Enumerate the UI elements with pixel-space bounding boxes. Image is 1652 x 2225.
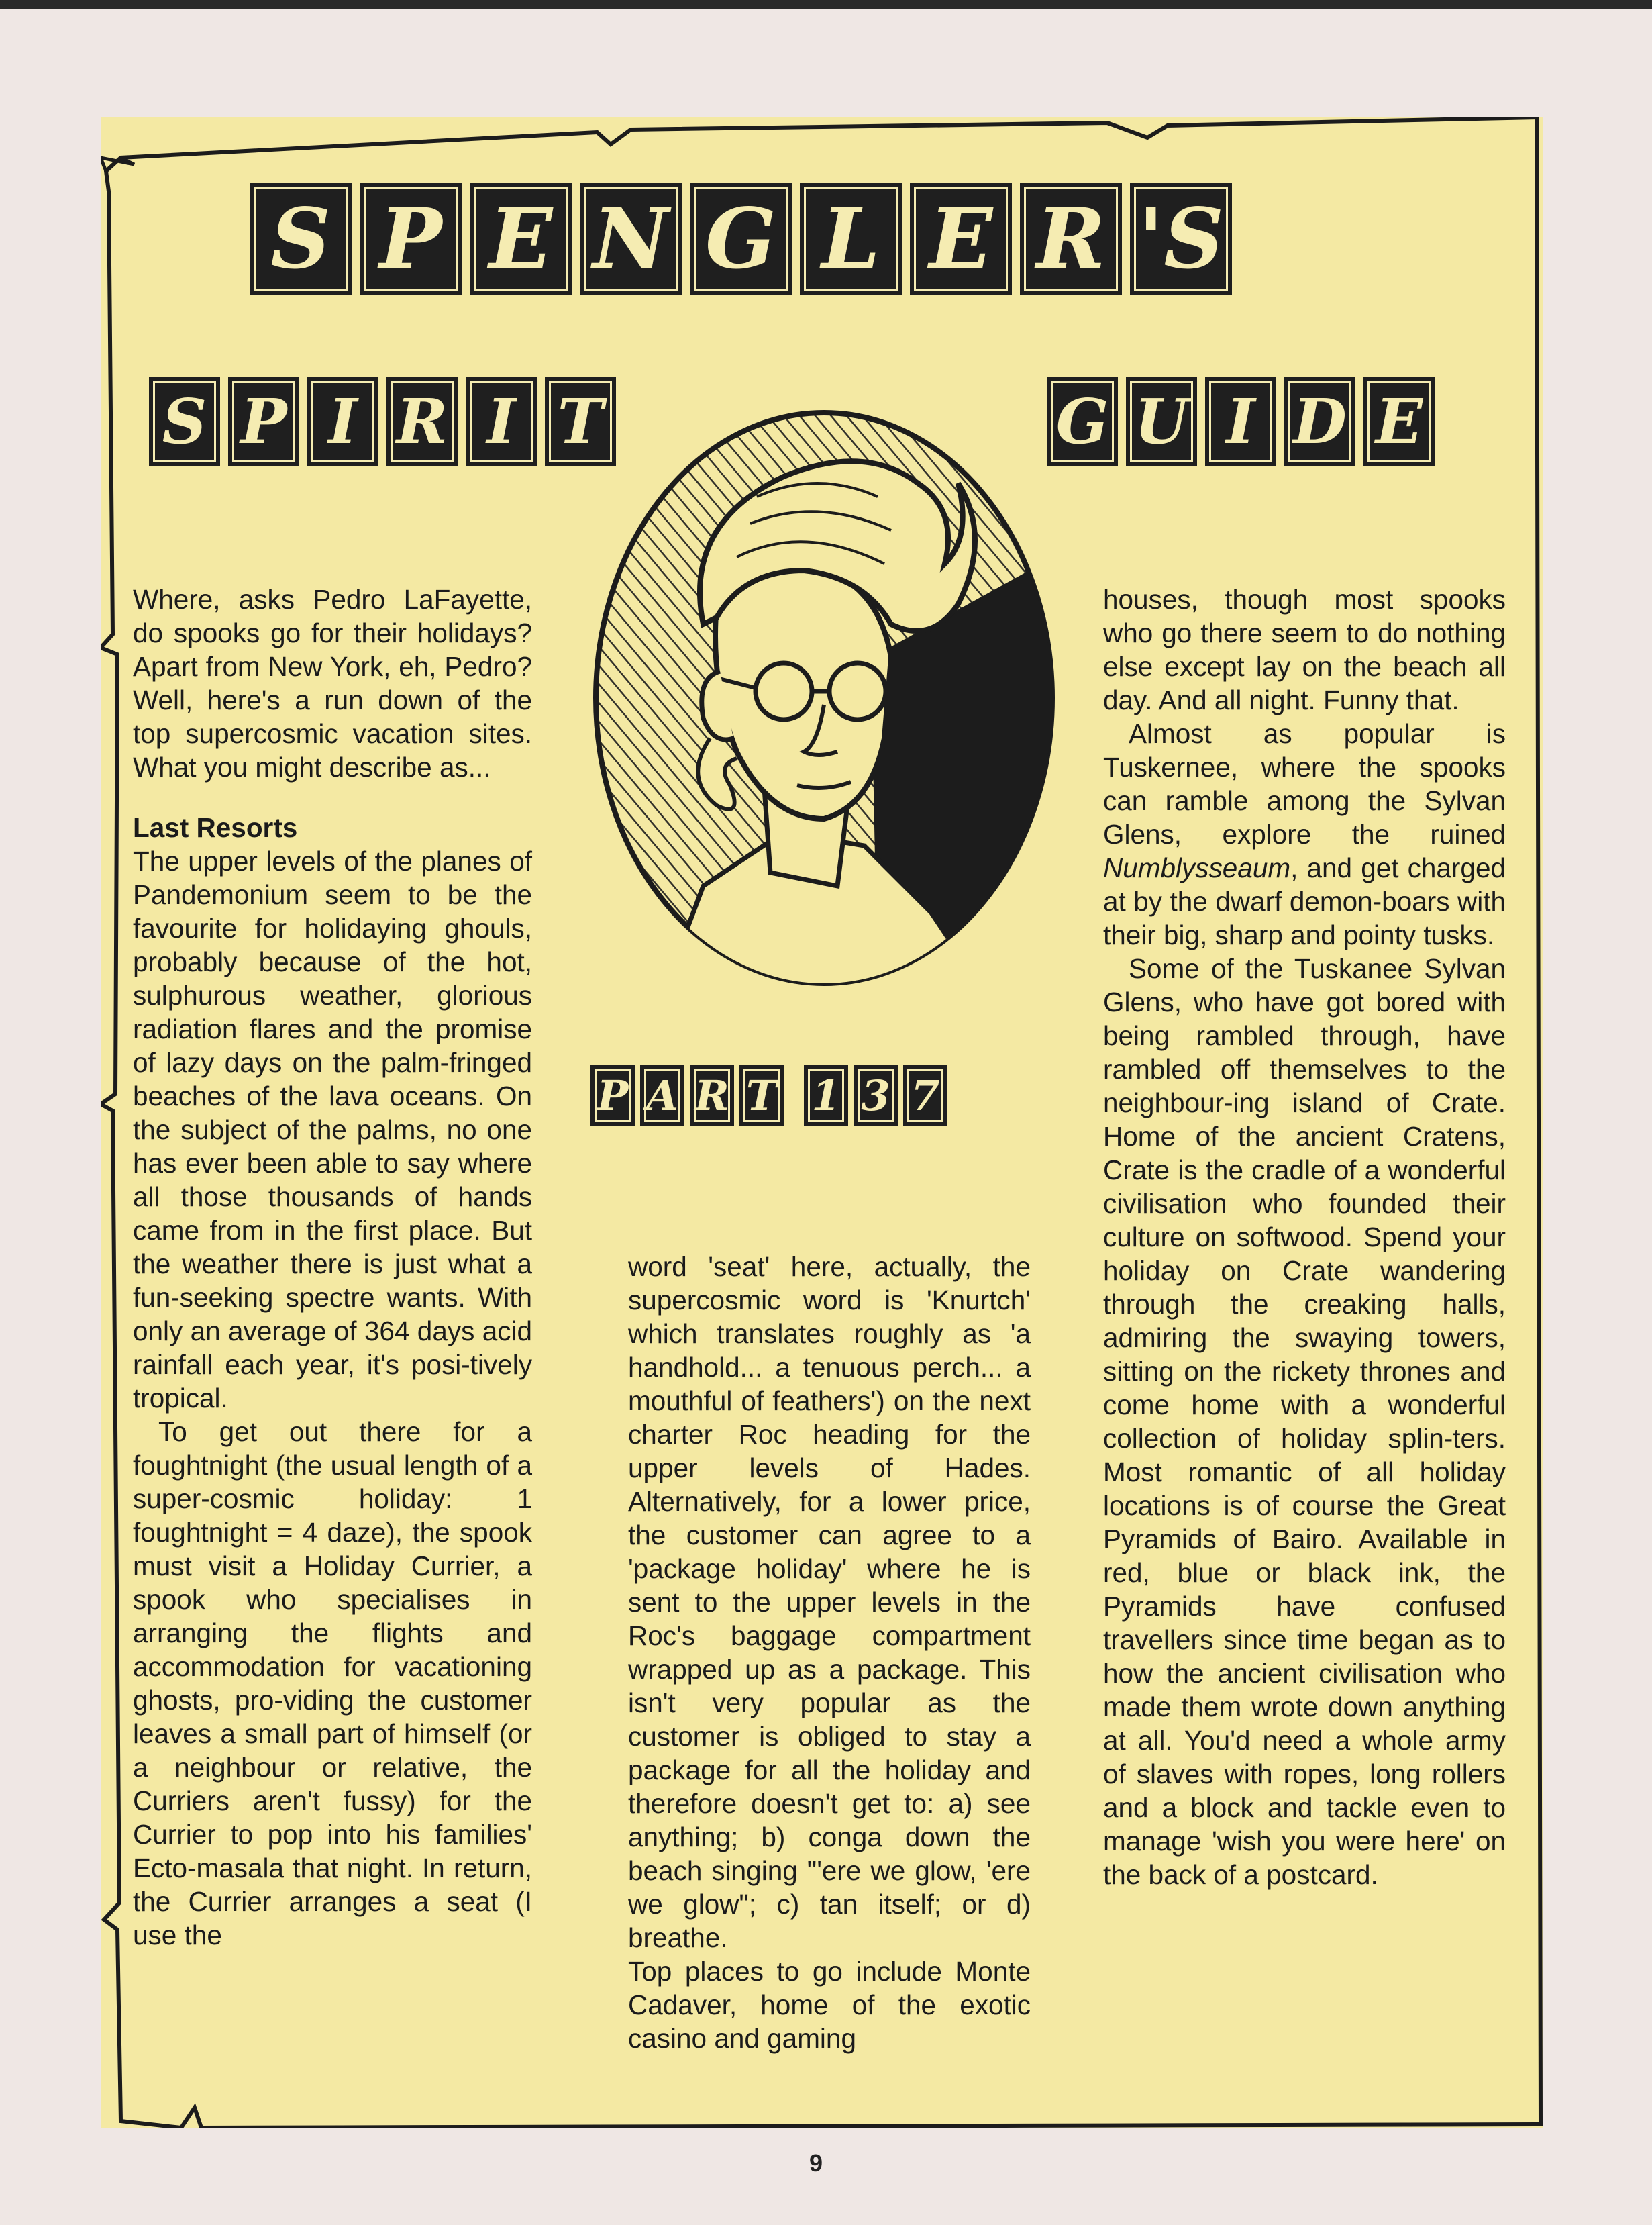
spengler-portrait-icon	[582, 403, 1066, 993]
body-paragraph	[1103, 717, 1506, 952]
part-letter: R	[690, 1065, 734, 1126]
body-text: Almost as popular is Tuskernee, where the spooks can ramble among the Sylvan Glens, explore the ruined	[1103, 718, 1506, 850]
title-letter: U	[1126, 377, 1197, 466]
article-column-2	[628, 1250, 1031, 2055]
title-letter: 'S	[1130, 183, 1232, 295]
part-letter: T	[739, 1065, 784, 1126]
title-letter: G	[690, 183, 792, 295]
body-paragraph: Some of the Tuskanee Sylvan Glens, who have got bored with being rambled through, have rambled off themselves to the neighbour-ing island of Crate. Home of the ancient Cratens, Crate is the cradle of a wonderful civilisation who founded their culture on softwood. Spend your holiday on Crate wandering through the creaking halls, admiring the swaying towers, sitting on the rickety thrones and come home with a wonderful collection of holiday splin-ters. Most romantic of all holiday locations is of course the Great Pyramids of Bairo. Available in red, blue or black ink, the Pyramids have confused travellers since time began as to how the ancient civilisation who made them wrote down anything at all. You'd need a whole army of slaves with ropes, long rollers and a block and tackle even to manage 'wish you were here' on the back of a postcard.	[1103, 953, 1506, 1890]
title-letter: N	[580, 183, 682, 295]
part-letter: A	[640, 1065, 684, 1126]
title-letter: S	[149, 377, 220, 466]
title-letter: R	[386, 377, 458, 466]
body-paragraph: Top places to go include Monte Cadaver, home of the exotic casino and gaming	[628, 1956, 1031, 2054]
title-guide	[1047, 377, 1435, 466]
place-name: Numblysseaum	[1103, 852, 1291, 883]
part-digit: 1	[804, 1065, 848, 1126]
title-letter: P	[360, 183, 462, 295]
title-letter: T	[545, 377, 616, 466]
part-number-badge	[590, 1065, 947, 1126]
title-spirit	[149, 377, 616, 466]
title-letter: I	[307, 377, 378, 466]
title-spenglers	[250, 183, 1232, 295]
title-letter: G	[1047, 377, 1118, 466]
body-paragraph: The upper levels of the planes of Pandemonium seem to be the favourite for holidaying ghouls, probably because of the hot, sulphurous weather, glorious radiation flares and the promise of lazy days on the palm-fringed beaches of the lava oceans. On the subject of the palms, no one has ever been able to say where all those thousands of hands came from in the first place. But the weather there is just what a fun-seeking spectre wants. With only an average of 364 days acid rainfall each year, it's posi-tively tropical.	[133, 846, 532, 1414]
scan-edge	[0, 0, 1652, 9]
part-letter: P	[590, 1065, 635, 1126]
part-digit: 3	[854, 1065, 898, 1126]
title-letter: D	[1284, 377, 1355, 466]
body-paragraph: word 'seat' here, actually, the supercosmic word is 'Knurtch' which translates roughly as 'a handhold... a tenuous perch... a mouthful of feathers') on the next charter Roc heading for the upper levels of Hades. Alternatively, for a lower price, the customer can agree to a 'package holiday' where he is sent to the upper levels in the Roc's baggage compartment wrapped up as a package. This isn't very popular as the customer is obliged to stay a package for all the holiday and therefore doesn't get to: a) see anything; b) conga down the beach singing "'ere we glow, 'ere we glow"; c) tan itself; or d) breathe.	[628, 1251, 1031, 1953]
body-paragraph: To get out there for a foughtnight (the usual length of a super-cosmic holiday: 1 foughtnight = 4 daze), the spook must visit a Holiday Currier, a spook who specialises in arranging the flights and accommodation for vacationing ghosts, pro-viding the customer leaves a small part of himself (or a neighbour or relative, the Curriers aren't fussy) for the Currier to pop into his families' Ecto-masala that night. In return, the Currier arranges a seat (I use the	[133, 1416, 532, 1950]
title-letter: E	[910, 183, 1012, 295]
body-text: , and get charged at by the dwarf demon-boars with their big, sharp and pointy tusks.	[1103, 852, 1506, 950]
intro-paragraph: Where, asks Pedro LaFayette, do spooks go for their holidays? Apart from New York, eh, Pedro? Well, here's a run down of the top supercosmic vacation sites. What you might describe as...	[133, 584, 532, 783]
article-column-3	[1103, 583, 1506, 1891]
page-number: 9	[809, 2149, 823, 2177]
title-letter: E	[470, 183, 572, 295]
title-letter: I	[466, 377, 537, 466]
title-letter: P	[228, 377, 299, 466]
title-letter: E	[1363, 377, 1435, 466]
title-letter: R	[1020, 183, 1122, 295]
title-letter: I	[1205, 377, 1276, 466]
title-letter: S	[250, 183, 352, 295]
part-digit: 7	[903, 1065, 947, 1126]
article-column-1	[133, 583, 532, 1952]
section-heading: Last Resorts	[133, 812, 298, 843]
body-paragraph: houses, though most spooks who go there seem to do nothing else except lay on the beach all day. And all night. Funny that.	[1103, 584, 1506, 715]
title-letter: L	[800, 183, 902, 295]
